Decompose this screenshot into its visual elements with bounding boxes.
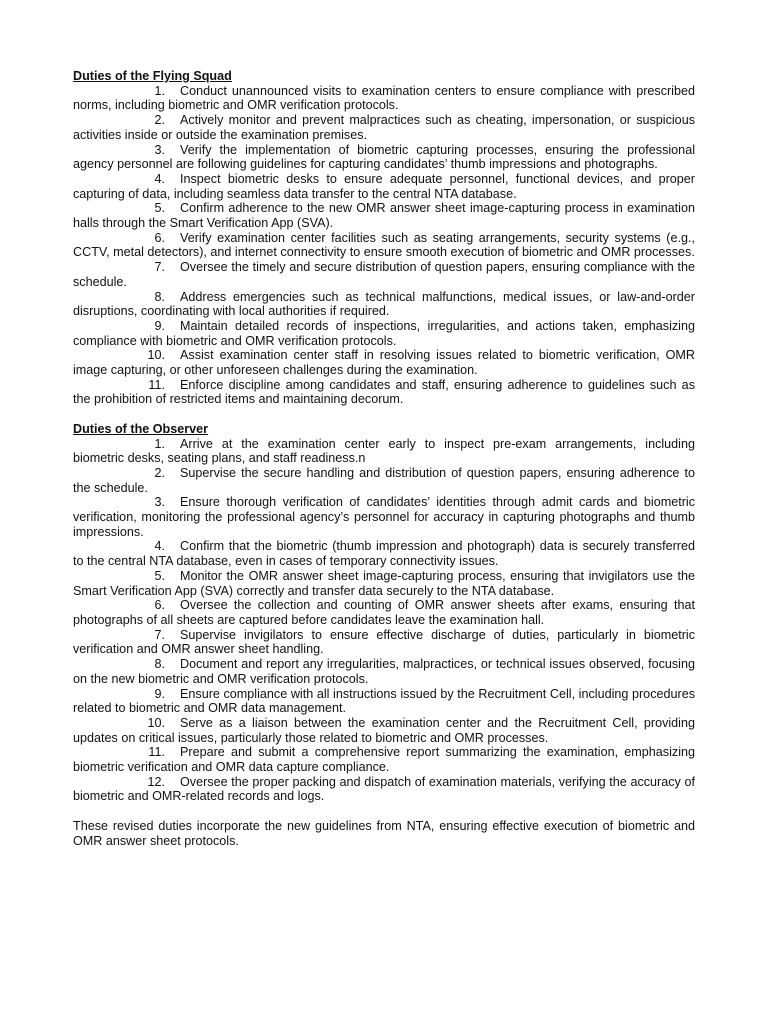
duty-text: Oversee the timely and secure distribution of question papers, ensuring compliance with the schedule. (73, 260, 695, 289)
duty-text: Ensure thorough verification of candidates’ identities through admit cards and biometric verification, monitoring the professional agency’s personnel for accuracy in capturing photographs and thumb impressions. (73, 495, 695, 539)
duty-number: 10. (147, 715, 165, 730)
duty-number: 6. (154, 598, 165, 613)
duty-text: Serve as a liaison between the examination center and the Recruitment Cell, providing updates on critical issues, particularly those related to biometric and OMR processes. (73, 715, 695, 745)
duty-text: Oversee the proper packing and dispatch of examination materials, verifying the accuracy of biometric and OMR-related records and logs. (73, 774, 695, 804)
observer-duty-item (73, 437, 695, 466)
observer-duty-item (73, 775, 695, 804)
flying-squad-duty-item (73, 231, 695, 260)
duty-number: 11. (148, 745, 165, 760)
duty-number: 6. (154, 230, 165, 245)
duty-text: Prepare and submit a comprehensive report summarizing the examination, emphasizing biometric verification and OMR data capture compliance. (73, 745, 695, 775)
observer-duties-list (73, 437, 695, 805)
observer-section (73, 422, 695, 804)
flying-squad-duty-item (73, 348, 695, 377)
duty-number: 12. (147, 774, 165, 789)
flying-squad-duties-list (73, 84, 695, 407)
duty-text: Maintain detailed records of inspections, irregularities, and actions taken, emphasizing compliance with biometric and OMR verification protocols. (73, 318, 695, 348)
duty-number: 4. (154, 171, 165, 186)
duty-number: 3. (154, 142, 165, 157)
observer-duty-item (73, 716, 695, 745)
flying-squad-duty-item (73, 378, 695, 407)
duty-number: 9. (154, 318, 165, 333)
duty-text: Arrive at the examination center early to inspect pre-exam arrangements, including biometric desks, seating plans, and staff readiness.n (73, 436, 695, 466)
observer-duty-item (73, 569, 695, 598)
duty-text: Supervise invigilators to ensure effective discharge of duties, particularly in biometric verification and OMR answer sheet handling. (73, 627, 695, 657)
duty-number: 5. (154, 201, 165, 216)
duty-number: 2. (154, 465, 165, 480)
duty-text: Inspect biometric desks to ensure adequate personnel, functional devices, and proper capturing of data, including seamless data transfer to the central NTA database. (73, 171, 695, 201)
section-spacer (73, 804, 695, 819)
observer-duty-item (73, 495, 695, 539)
duty-text: Verify the implementation of biometric capturing processes, ensuring the professional agency personnel are following guidelines for capturing candidates’ thumb impressions and photographs. (73, 142, 695, 172)
observer-duty-item (73, 657, 695, 686)
flying-squad-duty-item (73, 84, 695, 113)
observer-duty-item (73, 598, 695, 627)
duty-number: 2. (154, 113, 165, 128)
duty-number: 11. (148, 377, 165, 392)
flying-squad-duty-item (73, 143, 695, 172)
duty-text: Document and report any irregularities, malpractices, or technical issues observed, focusing on the new biometric and OMR verification protocols. (73, 657, 695, 686)
duty-number: 9. (154, 686, 165, 701)
duty-number: 7. (154, 627, 165, 642)
observer-heading: Duties of the Observer (73, 421, 209, 436)
observer-duty-item (73, 628, 695, 657)
duty-text: Address emergencies such as technical malfunctions, medical issues, or law-and-order disruptions, coordinating with local authorities if required. (73, 289, 695, 319)
duty-text: Ensure compliance with all instructions issued by the Recruitment Cell, including procedures related to biometric and OMR data management. (73, 686, 695, 716)
duty-text: Enforce discipline among candidates and staff, ensuring adherence to guidelines such as the prohibition of restricted items and maintaining decorum. (73, 377, 695, 407)
closing-paragraph: These revised duties incorporate the new guidelines from NTA, ensuring effective execution of biometric and OMR answer sheet protocols. (73, 818, 695, 848)
observer-duty-item (73, 539, 695, 568)
flying-squad-heading: Duties of the Flying Squad (73, 69, 232, 83)
observer-duty-item (73, 466, 695, 495)
duty-text: Confirm that the biometric (thumb impression and photograph) data is securely transferred to the central NTA database, even in cases of temporary connectivity issues. (73, 539, 695, 569)
flying-squad-section (73, 69, 695, 407)
duty-number: 4. (154, 539, 165, 554)
flying-squad-duty-item (73, 319, 695, 348)
section-spacer (73, 407, 695, 422)
duty-text: Oversee the collection and counting of OMR answer sheets after exams, ensuring that photographs of all sheets are captured before candidates leave the examination hall. (73, 598, 695, 627)
duty-text: Supervise the secure handling and distribution of question papers, ensuring adherence to the schedule. (73, 465, 695, 495)
duty-number: 3. (154, 495, 165, 510)
duty-text: Confirm adherence to the new OMR answer sheet image-capturing process in examination halls through the Smart Verification App (SVA). (73, 201, 695, 231)
flying-squad-duty-item (73, 172, 695, 201)
duty-number: 5. (154, 568, 165, 583)
duty-number: 8. (154, 657, 165, 672)
flying-squad-duty-item (73, 260, 695, 289)
flying-squad-duty-item (73, 113, 695, 142)
duty-number: 8. (154, 289, 165, 304)
flying-squad-duty-item (73, 290, 695, 319)
duty-text: Monitor the OMR answer sheet image-capturing process, ensuring that invigilators use the Smart Verification App (SVA) correctly and transfer data securely to the NTA database. (73, 568, 695, 598)
duty-number: 1. (154, 83, 165, 98)
flying-squad-duty-item (73, 201, 695, 230)
observer-duty-item (73, 687, 695, 716)
duty-text: Conduct unannounced visits to examination centers to ensure compliance with prescribed norms, including biometric and OMR verification protocols. (73, 83, 695, 113)
duty-text: Verify examination center facilities such as seating arrangements, security systems (e.g., CCTV, metal detectors), and internet connectivity to ensure smooth execution of biometric and OMR processes. (73, 230, 695, 260)
duty-number: 7. (154, 260, 165, 275)
duty-number: 1. (154, 436, 165, 451)
duty-text: Assist examination center staff in resolving issues related to biometric verification, OMR image capturing, or other unforeseen challenges during the examination. (73, 348, 695, 378)
duty-number: 10. (147, 348, 165, 363)
duty-text: Actively monitor and prevent malpractices such as cheating, impersonation, or suspicious activities inside or outside the examination premises. (73, 113, 695, 142)
observer-duty-item (73, 745, 695, 774)
